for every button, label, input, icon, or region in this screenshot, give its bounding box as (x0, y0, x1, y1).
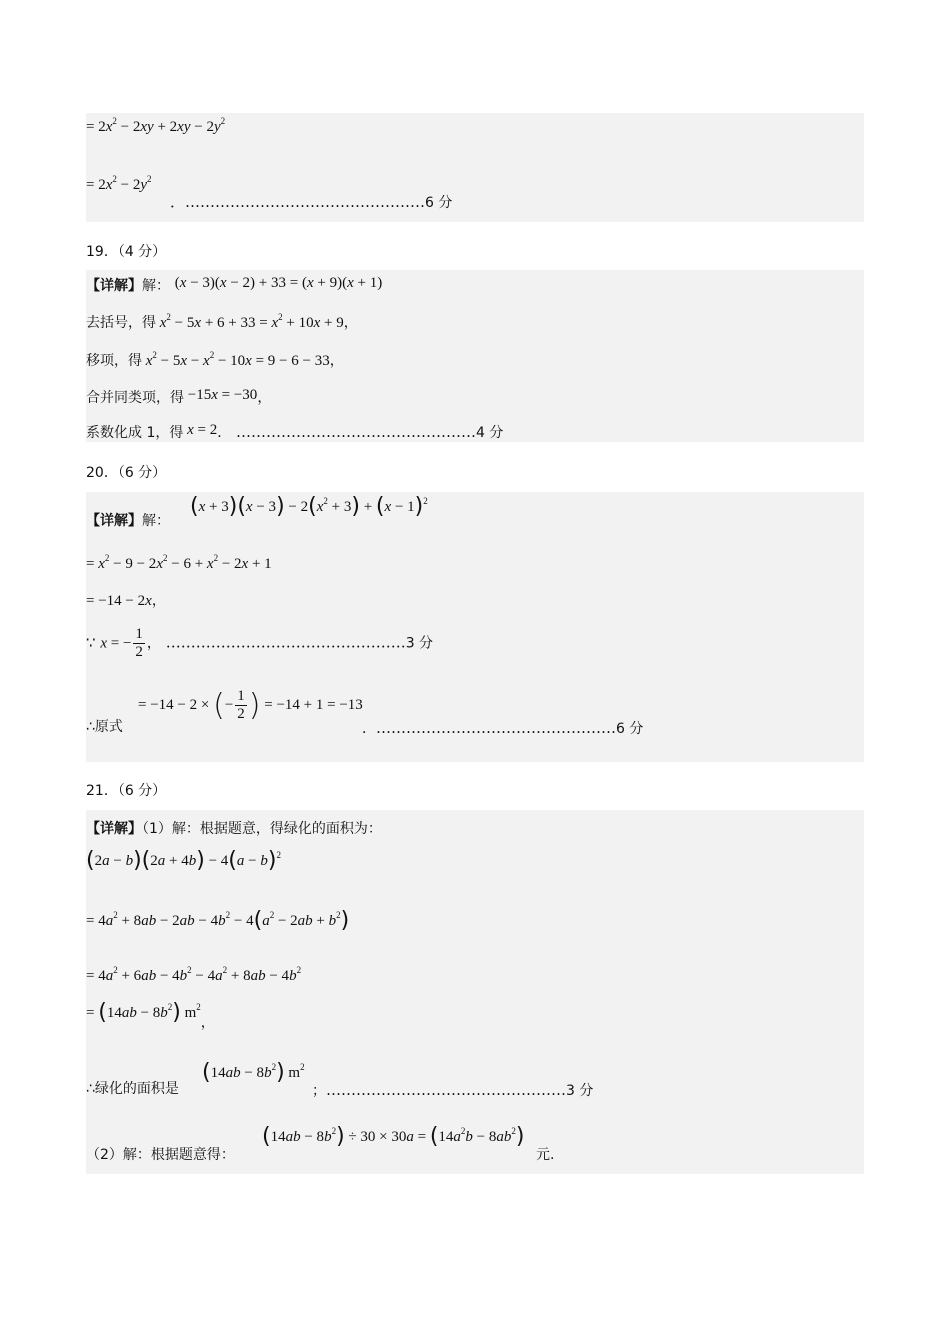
question-header-20: 20．（6 分） (86, 465, 167, 481)
equation: $(14ab - 8b^2)$ $m^2$ (202, 1060, 305, 1085)
step-line: ∵ x = − $\frac{1}{2}$ ， …………………………………………3 分 (86, 626, 434, 660)
answer-block-18 (86, 113, 864, 222)
detail-tag: 【详解】 (86, 278, 142, 294)
question-header-21: 21．（6 分） (86, 783, 167, 799)
detail-line: 【详解】（1）解：根据题意，得绿化的面积为： (86, 821, 382, 837)
detail-tag: 【详解】 (86, 821, 142, 837)
detail-line: 【详解】解： (86, 513, 170, 529)
answer-block-19 (86, 270, 864, 442)
score-dots: ………………………………………… (165, 633, 406, 652)
step-line: = $(14ab - 8b^2)$ $m^2$， (86, 1000, 215, 1031)
step-line: 去括号，得 $x^2 - 5x + 6 + 33 = x^2 + 10x + 9$， (86, 312, 358, 331)
step-line: = $2x^2 - 2xy + 2xy - 2y^2$ (86, 116, 226, 135)
step-line: 合并同类项，得 −15x = −30， (86, 387, 272, 406)
question-header-19: 19．（4 分） (86, 244, 167, 260)
step-line: 移项，得 $x^2 - 5x - x^2 - 10x = 9 - 6 - 33$， (86, 350, 344, 369)
equation: = −14 − 2 × (− $\frac{1}{2}$ ) = −14 + 1 = −13 (138, 688, 363, 723)
score-marker: ．…………………………………………6 分 (362, 719, 644, 737)
step-line: $(2a - b)(2a + 4b) - 4(a - b)^2$ (86, 848, 281, 873)
detail-line: 【详解】解： (x − 3)(x − 2) + 33 = (x + 9)(x + 1) (86, 275, 383, 294)
step-line: = $4a^2 + 8ab - 2ab - 4b^2 - 4(a^2 - 2ab + b^2)$ (86, 908, 350, 933)
equation: (x − 3)(x − 2) + 33 = (x + 9)(x + 1) (174, 275, 383, 291)
unit-text: 元. (536, 1147, 555, 1163)
step-line: ∴绿化的面积是 (86, 1081, 179, 1097)
score-marker: ；…………………………………………3 分 (312, 1081, 594, 1099)
score-dots: ………………………………………… (236, 423, 477, 441)
equation: $(x + 3)(x - 3) - 2(x^2 + 3) + (x - 1)^2$ (190, 494, 428, 519)
score: 3 分 (405, 635, 434, 652)
fraction: $\frac{1}{2}$ (135, 626, 143, 660)
step-line: ∴原式 (86, 719, 123, 735)
detail-tag: 【详解】 (86, 513, 142, 529)
step-line: = −14 − 2x， (86, 593, 166, 609)
step-line: = $2x^2 - 2y^2$ (86, 174, 152, 193)
step-line: = $x^2 - 9 - 2x^2 - 6 + x^2 - 2x + 1$ (86, 553, 272, 572)
score: 4 分 (476, 425, 504, 441)
step-line: （2）解：根据题意得： (86, 1147, 235, 1163)
equation: $(14ab - 8b^2) \div 30 \times 30a = (14a^2b - 8ab^2)$ (262, 1124, 525, 1149)
step-line: = $4a^2 + 6ab - 4b^2 - 4a^2 + 8ab - 4b^2$ (86, 965, 302, 984)
answer-block-21 (86, 810, 864, 1174)
step-line: 系数化成 1，得 x = 2． …………………………………………4 分 (86, 422, 504, 441)
answer-block-20 (86, 492, 864, 762)
score-marker: ．…………………………………………6 分 (170, 193, 453, 211)
